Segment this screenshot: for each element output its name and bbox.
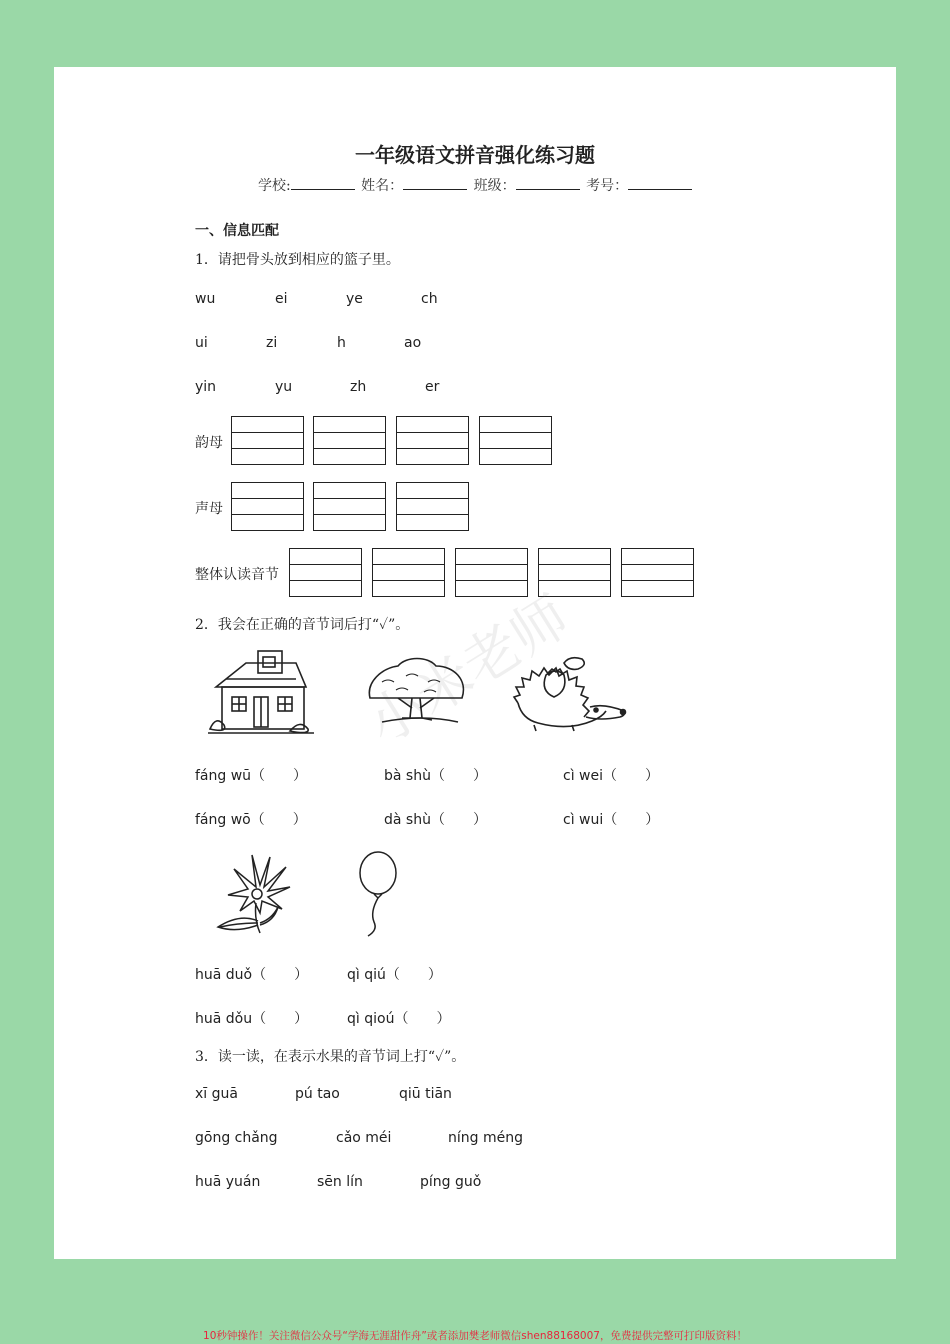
worksheet-page xyxy=(54,67,896,1259)
school-blank[interactable] xyxy=(291,175,355,190)
number-blank[interactable] xyxy=(628,175,692,190)
pinyin-item: yin xyxy=(195,379,217,395)
pinyin-writing-box[interactable] xyxy=(231,482,304,531)
class-label: 班级： xyxy=(473,178,516,194)
pinyin-writing-box[interactable] xyxy=(396,416,469,465)
pinyin-option[interactable]: qì qiú（ ） xyxy=(347,967,442,983)
pinyin-word[interactable]: níng méng xyxy=(448,1130,523,1146)
pinyin-word[interactable]: sēn lín xyxy=(317,1174,363,1190)
class-blank[interactable] xyxy=(516,175,580,190)
pinyin-word[interactable]: qiū tiān xyxy=(399,1086,452,1102)
pinyin-word[interactable]: huā yuán xyxy=(195,1174,261,1190)
pinyin-writing-box[interactable] xyxy=(289,548,362,597)
promo-footer: 10秒钟操作！关注微信公众号“学海无涯甜作舟”或者添加樊老师微信shen88168007，免费提供完整可打印版资料！ xyxy=(203,1330,747,1342)
pinyin-option[interactable]: fáng wō（ ） xyxy=(195,812,307,828)
pinyin-word[interactable]: píng guǒ xyxy=(420,1174,482,1190)
page-title: 一年级语文拼音强化练习题 xyxy=(355,143,595,167)
tree-image xyxy=(362,652,472,734)
pinyin-word[interactable]: pú tao xyxy=(295,1086,340,1102)
pinyin-writing-box[interactable] xyxy=(231,416,304,465)
school-label: 学校: xyxy=(258,178,291,194)
pinyin-item: ui xyxy=(195,335,208,351)
pinyin-item: yu xyxy=(275,379,293,395)
pinyin-writing-box[interactable] xyxy=(313,416,386,465)
name-blank[interactable] xyxy=(403,175,467,190)
pinyin-item: zi xyxy=(266,335,278,351)
pinyin-writing-box[interactable] xyxy=(396,482,469,531)
name-label: 姓名： xyxy=(361,178,404,194)
pinyin-word[interactable]: xī guā xyxy=(195,1086,238,1102)
section-heading: 一、信息匹配 xyxy=(195,223,279,239)
pinyin-writing-box[interactable] xyxy=(479,416,552,465)
yunmu-label: 韵母 xyxy=(195,435,223,451)
pinyin-item: zh xyxy=(350,379,367,395)
pinyin-option[interactable]: fáng wū（ ） xyxy=(195,768,308,784)
pinyin-option[interactable]: bà shù（ ） xyxy=(384,768,487,784)
hedgehog-image xyxy=(512,655,632,735)
pinyin-option[interactable]: cì wui（ ） xyxy=(563,812,660,828)
watermark: 小米老师 xyxy=(356,583,581,758)
pinyin-option[interactable]: huā duǒ（ ） xyxy=(195,967,309,983)
house-image xyxy=(206,647,316,739)
question-1-prompt: 1．请把骨头放到相应的篮子里。 xyxy=(195,252,400,268)
pinyin-word[interactable]: cǎo méi xyxy=(336,1130,392,1146)
pinyin-item: ei xyxy=(275,291,288,307)
balloon-image xyxy=(352,849,402,939)
question-2-prompt: 2．我会在正确的音节词后打“✓”。 xyxy=(195,617,410,633)
pinyin-writing-box[interactable] xyxy=(621,548,694,597)
pinyin-option[interactable]: cì wei（ ） xyxy=(563,768,659,784)
student-info-line xyxy=(258,175,694,195)
question-3-prompt: 3．读一读，在表示水果的音节词上打“✓”。 xyxy=(195,1049,466,1065)
pinyin-item: er xyxy=(425,379,440,395)
number-label: 考号： xyxy=(586,178,629,194)
pinyin-writing-box[interactable] xyxy=(313,482,386,531)
pinyin-item: ye xyxy=(346,291,363,307)
shengmu-label: 声母 xyxy=(195,501,223,517)
pinyin-item: h xyxy=(337,335,346,351)
flower-image xyxy=(212,851,294,937)
pinyin-item: ao xyxy=(404,335,422,351)
zhengti-label: 整体认读音节 xyxy=(195,567,279,583)
pinyin-option[interactable]: qì qioú（ ） xyxy=(347,1011,451,1027)
pinyin-word[interactable]: gōng chǎng xyxy=(195,1130,278,1146)
pinyin-writing-box[interactable] xyxy=(372,548,445,597)
pinyin-option[interactable]: huā dǒu（ ） xyxy=(195,1011,309,1027)
pinyin-item: wu xyxy=(195,291,216,307)
pinyin-option[interactable]: dà shù（ ） xyxy=(384,812,487,828)
pinyin-item: ch xyxy=(421,291,438,307)
